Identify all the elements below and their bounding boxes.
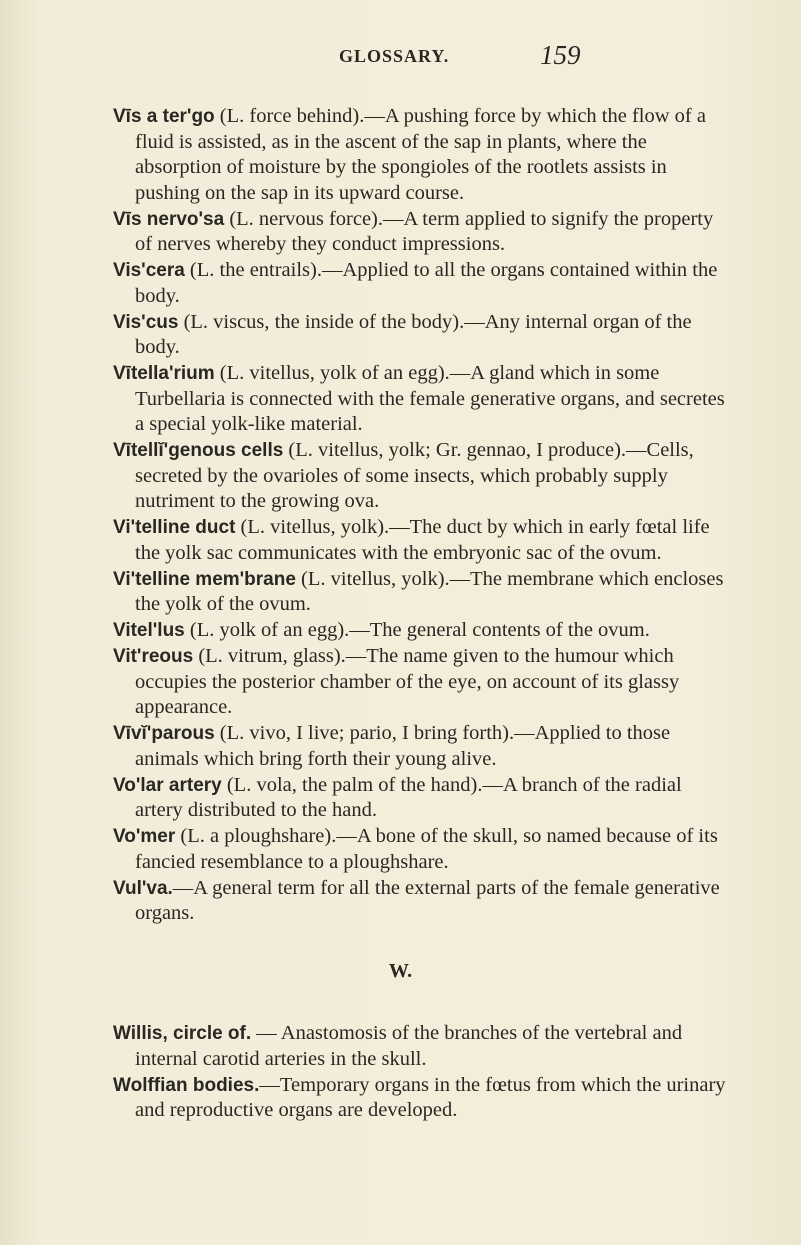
entry-term: Vitel'lus [113,620,185,641]
entry-term: Willis, circle of. [113,1023,252,1044]
entry-definition: (L. the entrails).—Applied to all the organs contained within the body. [135,259,718,307]
glossary-entry [113,515,733,566]
entry-term: Vīvĭ'parous [113,723,215,744]
glossary-entry [113,104,733,206]
glossary-entry [113,824,733,875]
glossary-entry [113,644,733,721]
entry-term: Vīs nervo'sa [113,208,225,230]
glossary-entry [113,258,733,309]
entry-term: Vul'va. [113,877,173,899]
running-title: GLOSSARY. [339,46,450,66]
entry-term: Vis'cera [113,260,185,281]
entry-definition: (L. yolk of an egg).—The general contents of the ovum. [184,619,650,641]
glossary-entry [113,361,733,438]
glossary-entry [113,567,733,618]
entry-definition: — Anastomosis of the branches of the vertebral and internal carotid arteries in the skull. [135,1022,683,1070]
entry-definition: (L. viscus, the inside of the body).—Any internal organ of the body. [135,310,692,358]
entry-term: Wolffian bodies. [113,1074,260,1096]
glossary-entry [113,876,733,927]
entry-term: Vo'lar artery [113,774,222,796]
entry-term: Vit'reous [113,646,194,667]
glossary-entry [113,773,733,824]
entry-term: Vo'mer [113,826,176,847]
entry-definition: (L. vitellus, yolk of an egg).—A gland which in some Turbellaria is connected with the female generative organs, and secretes a special yolk-like material. [135,362,725,435]
entry-definition: (L. force behind).—A pushing force by which the flow of a fluid is assisted, as in the ascent of the sap in plants, where the absorption of moisture by the spongioles of the rootlets assists in pushing on the sap in its upward course. [135,105,706,204]
glossary-entry [113,310,733,361]
page-number: 159 [540,40,581,70]
glossary-w-section [113,1021,733,1124]
running-head [0,40,801,80]
glossary-entry [113,207,733,258]
entry-definition: —A general term for all the external parts of the female generative organs. [135,876,720,924]
entry-term: Vīs a ter'go [113,106,215,127]
entry-definition: (L. vitrum, glass).—The name given to the humour which occupies the posterior chamber of the eye, on account of its glassy appearance. [135,645,680,718]
section-letter: W. [388,960,413,982]
entry-definition: (L. vivo, I live; pario, I bring forth).—Applied to those animals which bring forth their young alive. [135,722,671,770]
entry-definition: (L. vitellus, yolk; Gr. gennao, I produce).—Cells, secreted by the ovarioles of some insects, which probably supply nutriment to the growing ova. [135,439,694,512]
glossary-entry [113,721,733,772]
glossary-entry [113,1021,733,1072]
entry-term: Vītellĭ'genous cells [113,440,284,461]
entry-definition: (L. vola, the palm of the hand).—A branch of the radial artery distributed to the hand. [135,773,682,821]
entry-definition: (L. vitellus, yolk).—The membrane which encloses the yolk of the ovum. [135,567,724,615]
entry-term: Vītella'rium [113,363,215,384]
entry-term: Vi'telline mem'brane [113,568,296,590]
entry-definition: (L. a ploughshare).—A bone of the skull, so named because of its fancied resemblance to a ploughshare. [135,825,718,873]
entry-definition: (L. vitellus, yolk).—The duct by which in early fœtal life the yolk sac communicates with the embryonic sac of the ovum. [135,516,710,564]
entry-term: Vi'telline duct [113,517,236,538]
entry-definition: (L. nervous force).—A term applied to signify the property of nerves whereby they conduct impressions. [135,207,714,255]
entry-definition: —Temporary organs in the fœtus from which the urinary and reproductive organs are developed. [135,1073,726,1121]
glossary-entry [113,618,733,644]
glossary-entry [113,1073,733,1124]
glossary-entry [113,438,733,515]
glossary-v-section [113,104,733,927]
entry-term: Vis'cus [113,311,179,333]
